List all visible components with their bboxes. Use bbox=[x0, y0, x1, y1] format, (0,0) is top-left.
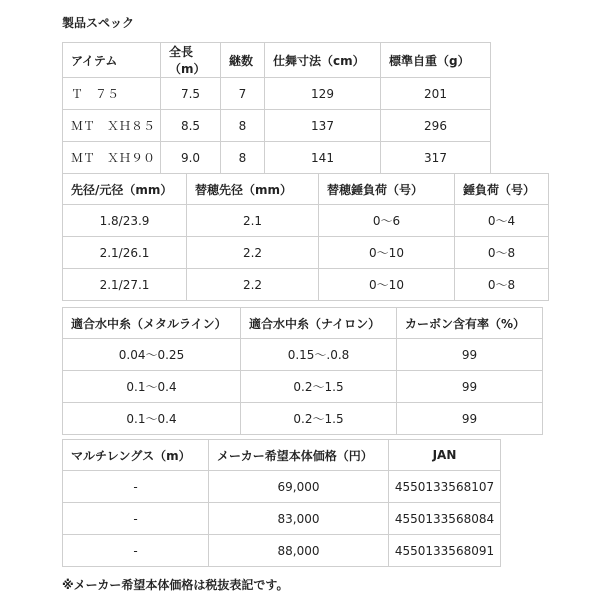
table-cell: 2.1/27.1 bbox=[63, 269, 187, 301]
table-cell: Ｔ ７５ bbox=[63, 78, 161, 110]
table-header-row bbox=[63, 174, 549, 205]
table-cell: 8 bbox=[221, 110, 265, 142]
header-metal-line: 適合水中糸（メタルライン） bbox=[63, 308, 241, 339]
table-row bbox=[63, 471, 501, 503]
table-row bbox=[63, 371, 543, 403]
table-cell: 0.1〜0.4 bbox=[63, 403, 241, 435]
table-row bbox=[63, 339, 543, 371]
table-cell: 0.2〜1.5 bbox=[241, 371, 397, 403]
table-cell: 296 bbox=[381, 110, 491, 142]
table-cell: 0〜10 bbox=[319, 269, 455, 301]
table-cell: 69,000 bbox=[209, 471, 389, 503]
header-length: 全長（m） bbox=[161, 43, 221, 78]
table-row bbox=[63, 142, 491, 174]
table-row bbox=[63, 205, 549, 237]
table-cell: 83,000 bbox=[209, 503, 389, 535]
table-cell: 2.1/26.1 bbox=[63, 237, 187, 269]
table-cell: 0.1〜0.4 bbox=[63, 371, 241, 403]
page-title: 製品スペック bbox=[62, 16, 135, 30]
table-cell: 4550133568107 bbox=[389, 471, 501, 503]
table-cell: 0〜8 bbox=[455, 237, 549, 269]
header-multi-length: マルチレングス（m） bbox=[63, 440, 209, 471]
table-header-row bbox=[63, 43, 491, 78]
spec-table-tip bbox=[62, 173, 549, 301]
table-cell: 2.2 bbox=[187, 269, 319, 301]
spec-table-price bbox=[62, 439, 501, 567]
table-cell: 0〜8 bbox=[455, 269, 549, 301]
header-weight: 標準自重（g） bbox=[381, 43, 491, 78]
table-cell: - bbox=[63, 503, 209, 535]
table-header-row bbox=[63, 440, 501, 471]
table-cell: 0.04〜0.25 bbox=[63, 339, 241, 371]
table-cell: 99 bbox=[397, 403, 543, 435]
header-jan: JAN bbox=[389, 440, 501, 471]
table-cell: 129 bbox=[265, 78, 381, 110]
spec-table-line bbox=[62, 307, 543, 435]
table-cell: 4550133568091 bbox=[389, 535, 501, 567]
table-row bbox=[63, 403, 543, 435]
table-cell: 201 bbox=[381, 78, 491, 110]
table-cell: 2.1 bbox=[187, 205, 319, 237]
table-cell: 4550133568084 bbox=[389, 503, 501, 535]
table-cell: ＭＴ ＸＨ９０ bbox=[63, 142, 161, 174]
price-footnote: ※メーカー希望本体価格は税抜表記です。 bbox=[62, 578, 289, 592]
header-price: メーカー希望本体価格（円） bbox=[209, 440, 389, 471]
table-row bbox=[63, 110, 491, 142]
table-row bbox=[63, 78, 491, 110]
table-cell: 0〜6 bbox=[319, 205, 455, 237]
table-header-row bbox=[63, 308, 543, 339]
header-item: アイテム bbox=[63, 43, 161, 78]
table-cell: 137 bbox=[265, 110, 381, 142]
header-spare-tip-load: 替穂錘負荷（号） bbox=[319, 174, 455, 205]
table-cell: ＭＴ ＸＨ８５ bbox=[63, 110, 161, 142]
table-cell: 8 bbox=[221, 142, 265, 174]
table-cell: 7.5 bbox=[161, 78, 221, 110]
table-cell: 0.2〜1.5 bbox=[241, 403, 397, 435]
table-cell: - bbox=[63, 535, 209, 567]
header-sinker-load: 錘負荷（号） bbox=[455, 174, 549, 205]
table-cell: - bbox=[63, 471, 209, 503]
table-cell: 0.15〜.0.8 bbox=[241, 339, 397, 371]
table-cell: 2.2 bbox=[187, 237, 319, 269]
header-closed-length: 仕舞寸法（cm） bbox=[265, 43, 381, 78]
table-cell: 0〜10 bbox=[319, 237, 455, 269]
table-cell: 7 bbox=[221, 78, 265, 110]
table-row bbox=[63, 503, 501, 535]
table-row bbox=[63, 535, 501, 567]
table-cell: 88,000 bbox=[209, 535, 389, 567]
header-nylon-line: 適合水中糸（ナイロン） bbox=[241, 308, 397, 339]
header-tip-butt-diameter: 先径/元径（mm） bbox=[63, 174, 187, 205]
table-cell: 141 bbox=[265, 142, 381, 174]
table-cell: 1.8/23.9 bbox=[63, 205, 187, 237]
header-carbon-content: カーボン含有率（%） bbox=[397, 308, 543, 339]
table-cell: 99 bbox=[397, 339, 543, 371]
table-cell: 8.5 bbox=[161, 110, 221, 142]
table-cell: 317 bbox=[381, 142, 491, 174]
table-cell: 0〜4 bbox=[455, 205, 549, 237]
header-sections: 継数 bbox=[221, 43, 265, 78]
spec-table-basic bbox=[62, 42, 491, 174]
table-row bbox=[63, 237, 549, 269]
table-row bbox=[63, 269, 549, 301]
table-cell: 99 bbox=[397, 371, 543, 403]
table-cell: 9.0 bbox=[161, 142, 221, 174]
header-spare-tip-diameter: 替穂先径（mm） bbox=[187, 174, 319, 205]
